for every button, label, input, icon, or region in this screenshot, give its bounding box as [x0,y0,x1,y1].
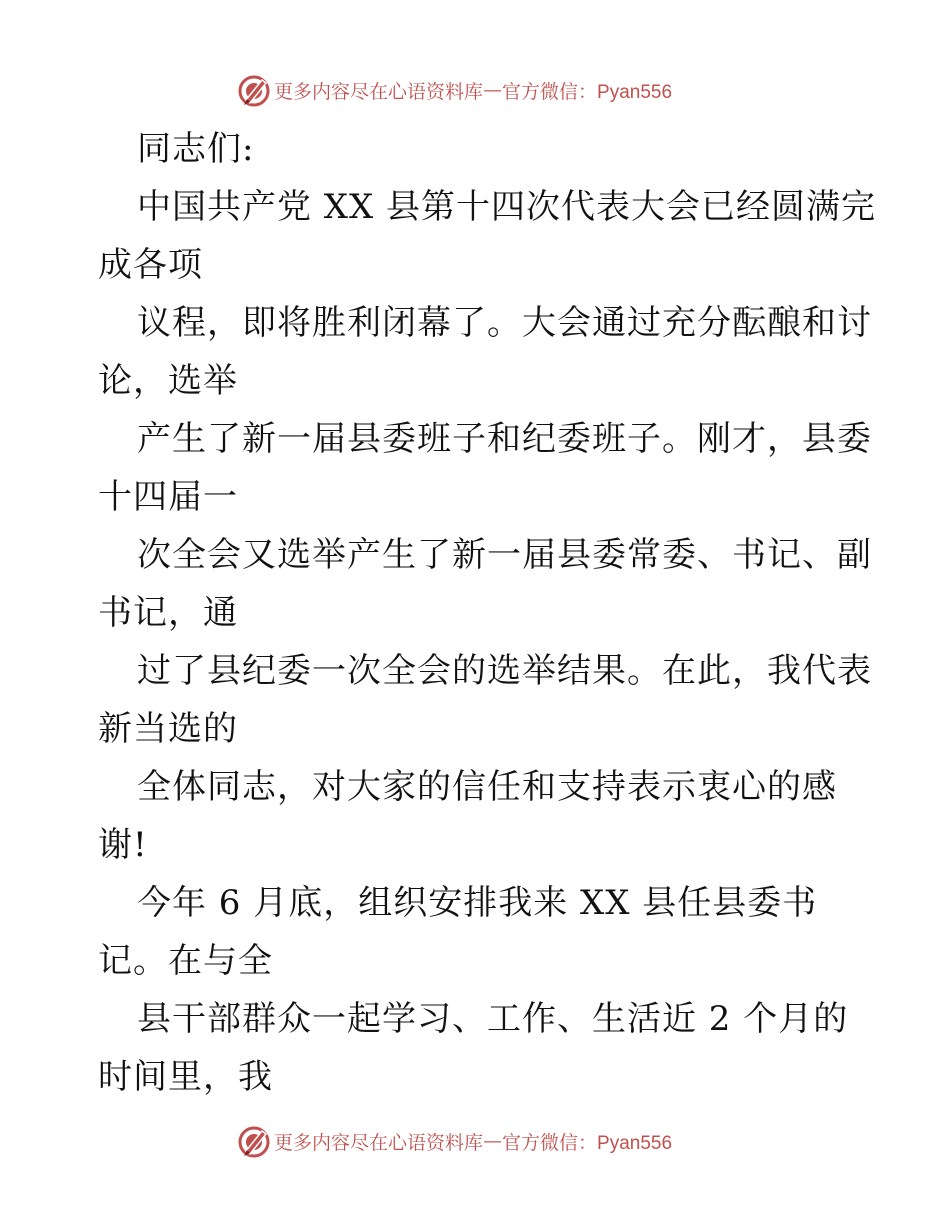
header-watermark [236,70,672,110]
text-line: 记。在与全 [98,941,273,981]
text-line: 县干部群众一起学习、工作、生活近 2 个月的 [137,999,849,1039]
pen-logo-icon [236,1123,272,1159]
text-line: 全体同志，对大家的信任和支持表示衷心的感 [137,767,837,807]
text-line: 议程，即将胜利闭幕了。大会通过充分酝酿和讨 [137,303,872,343]
watermark-site-text: 更多内容尽在心语资料库 [274,1131,484,1154]
watermark-separator: — [483,79,503,101]
text-line: 产生了新一届县委班子和纪委班子。刚才，县委 [137,419,872,459]
document-body [98,120,877,1106]
watermark-contact-text: 官方微信：Pyan556 [502,1132,673,1154]
text-line: 次全会又选举产生了新一届县委常委、书记、副 [137,535,872,575]
watermark-site-text: 更多内容尽在心语资料库 [274,80,484,103]
text-line: 书记，通 [98,593,238,633]
watermark-contact-text: 官方微信：Pyan556 [502,81,673,103]
footer-watermark [236,1121,672,1161]
text-line: 谢! [98,825,148,865]
text-line: 新当选的 [98,709,238,749]
text-line: 十四届一 [98,477,238,517]
watermark-separator: — [483,1130,503,1152]
text-line: 论，选举 [98,361,238,401]
text-line: 成各项 [98,245,203,285]
text-line: 同志们: [137,129,255,169]
text-line: 中国共产党 XX 县第十四次代表大会已经圆满完 [137,187,877,227]
text-line: 过了县纪委一次全会的选举结果。在此，我代表 [137,651,872,691]
text-line: 时间里，我 [98,1057,273,1097]
pen-logo-icon [236,72,272,108]
text-line: 今年 6 月底，组织安排我来 XX 县任县委书 [137,883,818,923]
